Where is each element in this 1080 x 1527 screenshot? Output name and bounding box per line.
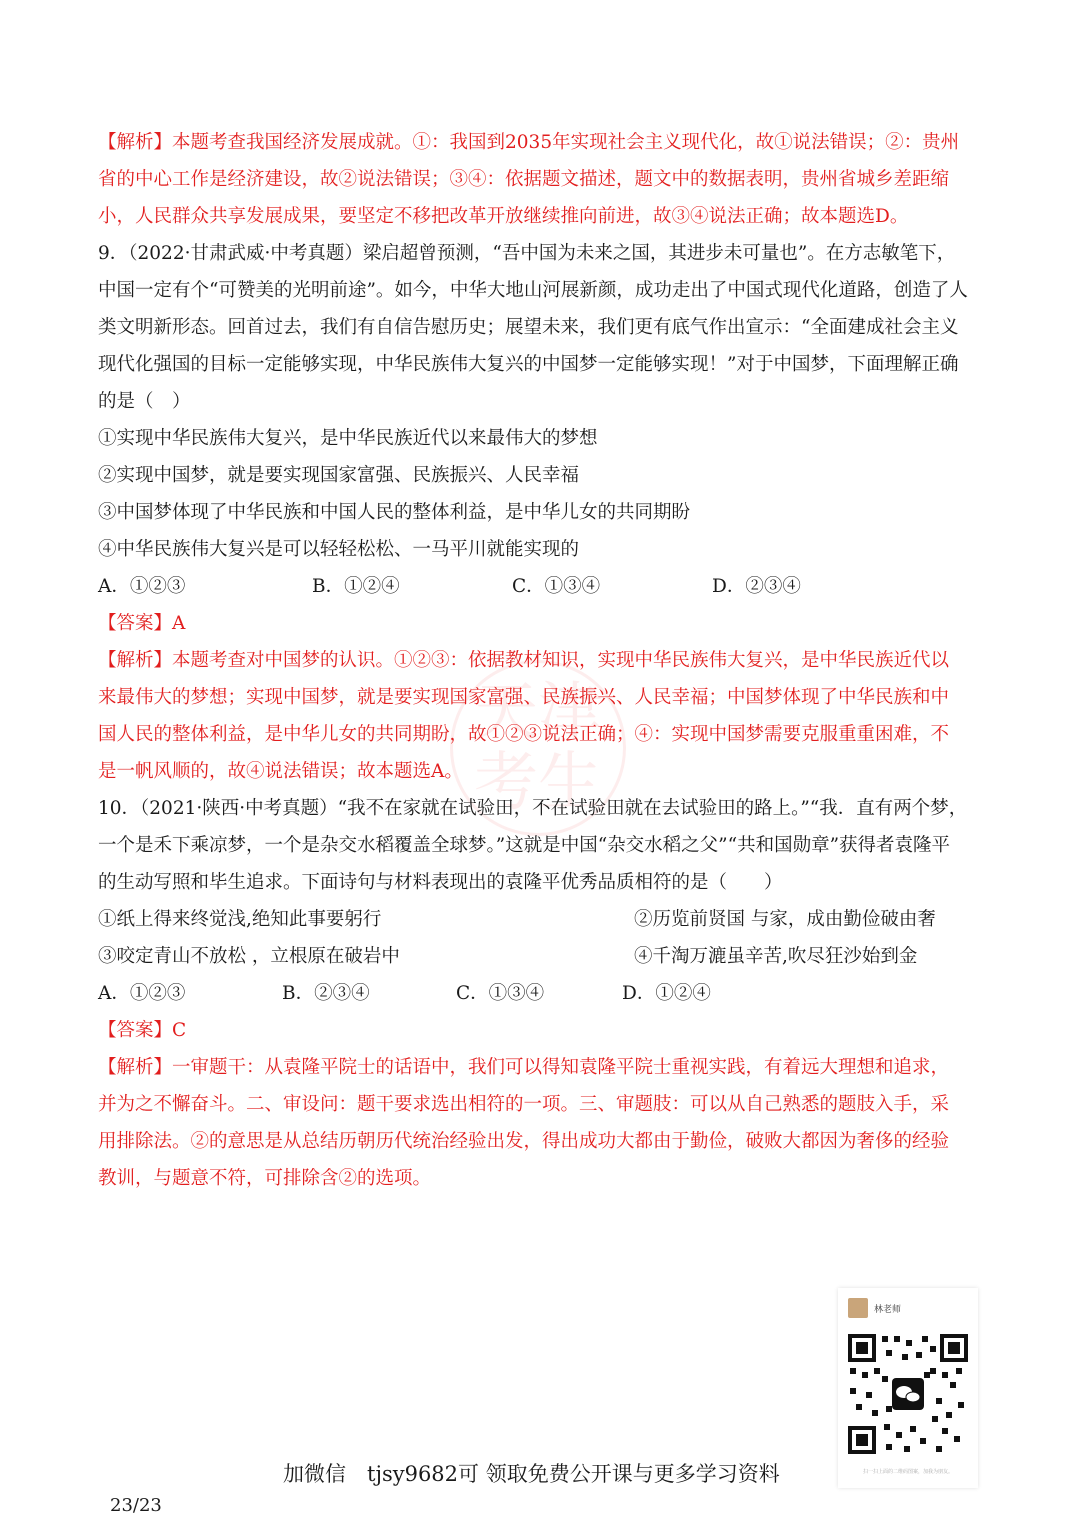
q10-stem-line: 10．（2021·陕西·中考真题）“我不在家就在试验田，不在试验田就在去试验田的路上。”“我．直有两个梦， [98,798,968,819]
q9-answer: 【答案】A [98,613,186,634]
footer-promo: 加微信 tjsy9682可 领取免费公开课与更多学习资料 [283,1462,780,1486]
analysis-line: 省的中心工作是经济建设，故②说法错误；③④：依据题文描述，题文中的数据表明，贵州省城乡差距缩 [98,169,950,190]
q10-analysis-line: 【解析】一审题干：从袁隆平院士的话语中，我们可以得知袁隆平院士重视实践，有着远大理想和追求， [98,1057,950,1078]
q9-analysis-line: 来最伟大的梦想；实现中国梦，就是要实现国家富强、民族振兴、人民幸福；中国梦体现了中华民族和中 [98,687,950,708]
q10-answer: 【答案】C [98,1020,187,1041]
q10-option-c: C．①③④ [456,983,545,1004]
q9-item: ①实现中华民族伟大复兴，是中华民族近代以来最伟大的梦想 [98,428,598,449]
q10-items-row [98,938,982,975]
q9-stem-line: 类文明新形态。回首过去，我们有自信告慰历史；展望未来，我们更有底气作出宣示：“全面建成社会主义 [98,317,959,338]
document-body [98,124,982,1197]
q10-item: ④千淘万漉虽辛苦,吹尽狂沙始到金 [634,946,918,967]
watermark-seal: 天津 考生 [450,660,626,836]
q9-item: ②实现中国梦，就是要实现国家富强、民族振兴、人民幸福 [98,465,580,486]
q9-stem-line: 中国一定有个“可赞美的光明前途”。如今，中华大地山河展新颜，成功走出了中国式现代化道路，创造了人 [98,280,968,301]
q10-item: ①纸上得来终觉浅,绝知此事要躬行 [98,909,382,930]
q10-stem-line: 一个是禾下乘凉梦，一个是杂交水稻覆盖全球梦。”这就是中国“杂交水稻之父”“共和国勋章”获得者袁隆平 [98,835,951,856]
q9-options [98,568,982,605]
q10-item: ②历览前贤国 与家，成由勤俭破由奢 [634,909,936,930]
q10-option-d: D．①②④ [622,983,711,1004]
q9-stem-line: 的是（ ） [98,391,191,412]
q9-option-b: B．①②④ [312,576,400,597]
q9-stem-line: 9．（2022·甘肃武威·中考真题）梁启超曾预测，“吾中国为未来之国，其进步未可量也”。在方志敏笔下， [98,243,956,264]
q9-option-a: A．①②③ [98,576,186,597]
qr-card [838,1288,978,1488]
q10-analysis-line: 用排除法。②的意思是从总结历朝历代统治经验出发，得出成功大都由于勤俭，破败大都因为奢侈的经验 [98,1131,950,1152]
q10-option-a: A．①②③ [98,983,186,1004]
q10-analysis-line: 教训，与题意不符，可排除含②的选项。 [98,1168,432,1189]
q9-analysis-line: 【解析】本题考查对中国梦的认识。①②③：依据教材知识，实现中华民族伟大复兴，是中华民族近代以 [98,650,950,671]
q9-item: ④中华民族伟大复兴是可以轻轻松松、一马平川就能实现的 [98,539,580,560]
page-number: 23/23 [110,1495,162,1516]
qr-caption: 扫一扫上面的二维码图案，加我为朋友。 [862,1469,953,1475]
q10-item: ③咬定青山不放松 ，立根原在破岩中 [98,946,400,967]
analysis-line: 小，人民群众共享发展成果，要坚定不移把改革开放继续推向前进，故③④说法正确；故本题选D。 [98,206,909,227]
q9-option-c: C．①③④ [512,576,601,597]
q9-stem-line: 现代化强国的目标一定能够实现，中华民族伟大复兴的中国梦一定能够实现！”对于中国梦，下面理解正确 [98,354,959,375]
q9-analysis-line: 是一帆风顺的，故④说法错误；故本题选A。 [98,761,463,782]
avatar [848,1298,868,1318]
qr-code-icon[interactable] [846,1332,970,1456]
qr-contact-name: 林老师 [874,1304,902,1315]
q9-item: ③中国梦体现了中华民族和中国人民的整体利益，是中华儿女的共同期盼 [98,502,691,523]
q10-options [98,975,982,1012]
q9-analysis-line: 国人民的整体利益，是中华儿女的共同期盼，故①②③说法正确；④：实现中国梦需要克服重重困难，不 [98,724,950,745]
q10-option-b: B．②③④ [282,983,370,1004]
q10-stem-line: 的生动写照和毕生追求。下面诗句与材料表现出的袁隆平优秀品质相符的是（ ） [98,872,783,893]
q9-option-d: D．②③④ [712,576,801,597]
q10-analysis-line: 并为之不懈奋斗。二、审设问：题干要求选出相符的一项。三、审题肢：可以从自己熟悉的题肢入手，采 [98,1094,950,1115]
q10-items-row [98,901,982,938]
analysis-line: 【解析】本题考查我国经济发展成就。①：我国到2035年实现社会主义现代化，故①说法错误；②：贵州 [98,132,960,153]
